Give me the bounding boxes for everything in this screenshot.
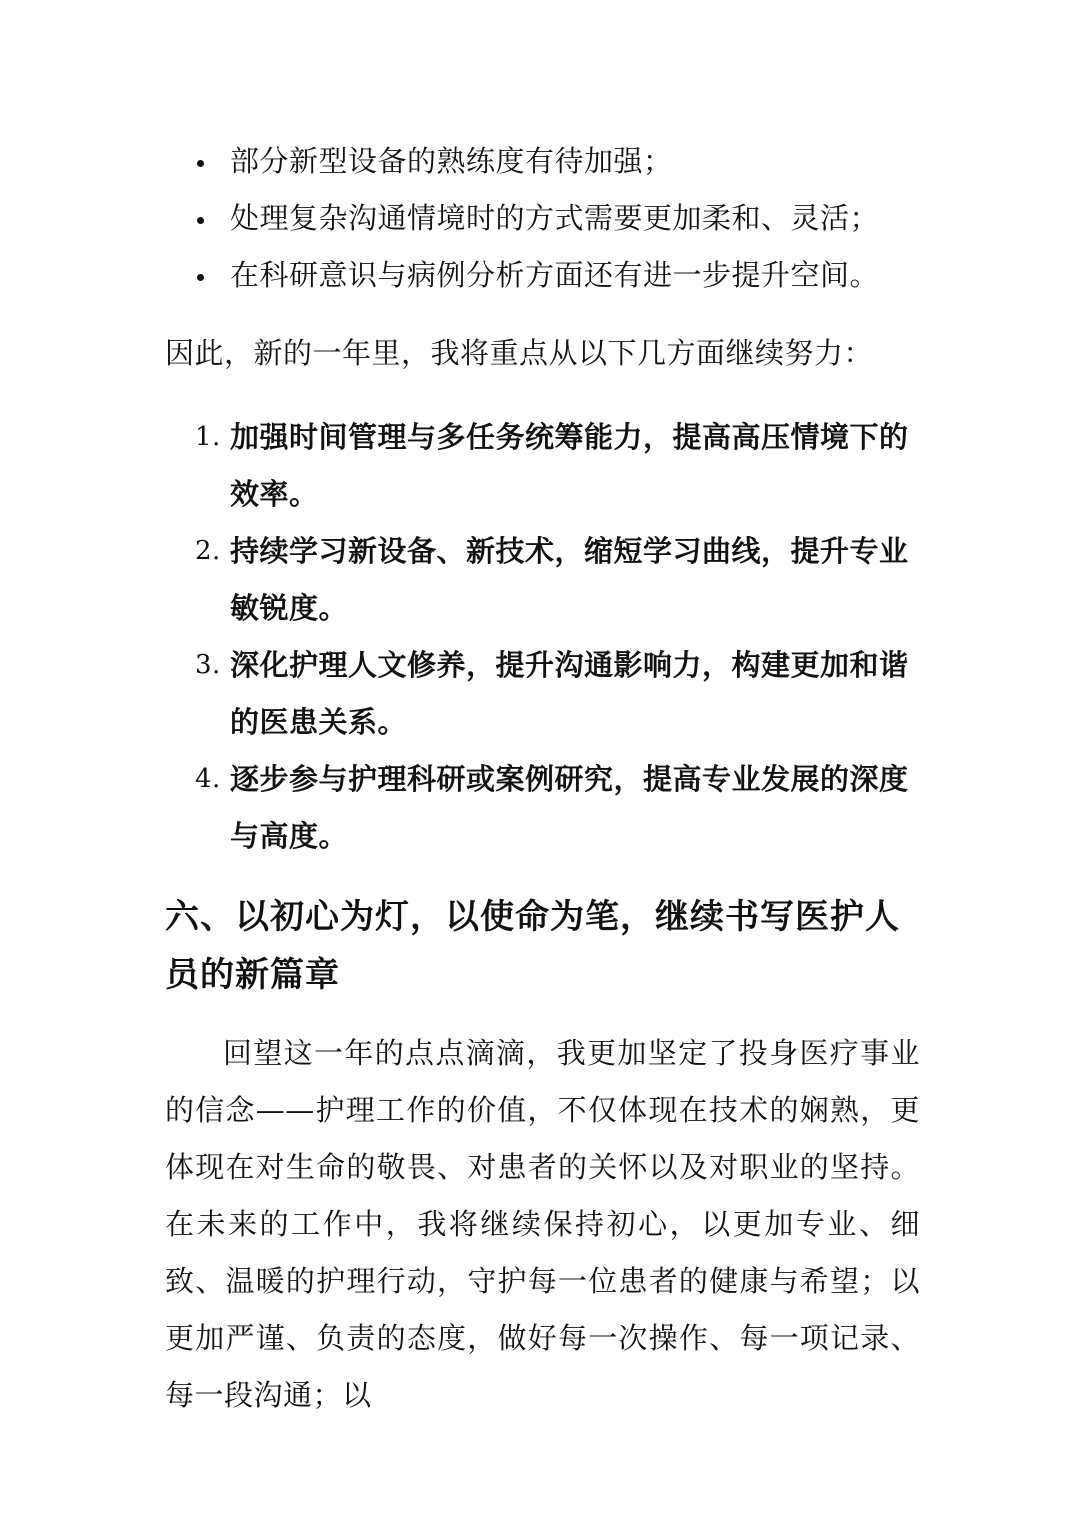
goal-text: 持续学习新设备、新技术，缩短学习曲线，提升专业敏锐度。 bbox=[230, 534, 909, 625]
bullet-item bbox=[195, 247, 955, 304]
bullet-text: 部分新型设备的熟练度有待加强； bbox=[230, 144, 673, 178]
goal-text: 加强时间管理与多任务统筹能力，提高高压情境下的效率。 bbox=[230, 420, 909, 511]
goal-number: 4. bbox=[195, 764, 221, 794]
goal-number: 1. bbox=[195, 422, 221, 452]
goal-item bbox=[195, 751, 910, 865]
body-paragraph: 回望这一年的点点滴滴，我更加坚定了投身医疗事业的信念——护理工作的价值，不仅体现在技术的娴熟，更体现在对生命的敬畏、对患者的关怀以及对职业的坚持。在未来的工作中，我将继续保持初心，以更加专业、细致、温暖的护理行动，守护每一位患者的健康与希望；以更加严谨、负责的态度，做好每一次操作、每一项记录、每一段沟通；以 bbox=[165, 1036, 920, 1412]
goal-item bbox=[195, 523, 910, 637]
bullet-dot-icon bbox=[197, 217, 204, 224]
bullet-text: 处理复杂沟通情境时的方式需要更加柔和、灵活； bbox=[230, 201, 880, 235]
section-heading: 六、以初心为灯，以使命为笔，继续书写医护人员的新篇章 bbox=[165, 897, 900, 995]
goal-item bbox=[195, 409, 910, 523]
goals-numbered-list bbox=[195, 409, 915, 865]
bullet-text: 在科研意识与病例分析方面还有进一步提升空间。 bbox=[230, 258, 880, 292]
bullet-dot-icon bbox=[197, 274, 204, 281]
bullet-item bbox=[195, 133, 955, 190]
goal-text: 深化护理人文修养，提升沟通影响力，构建更加和谐的医患关系。 bbox=[230, 648, 909, 739]
intro-sentence: 因此，新的一年里，我将重点从以下几方面继续努力： bbox=[165, 336, 874, 370]
improvement-bullet-list bbox=[195, 133, 955, 304]
goal-number: 2. bbox=[195, 536, 221, 566]
goal-number: 3. bbox=[195, 650, 221, 680]
goal-item bbox=[195, 637, 910, 751]
bullet-item bbox=[195, 190, 955, 247]
bullet-dot-icon bbox=[197, 160, 204, 167]
goal-text: 逐步参与护理科研或案例研究，提高专业发展的深度与高度。 bbox=[230, 762, 909, 853]
